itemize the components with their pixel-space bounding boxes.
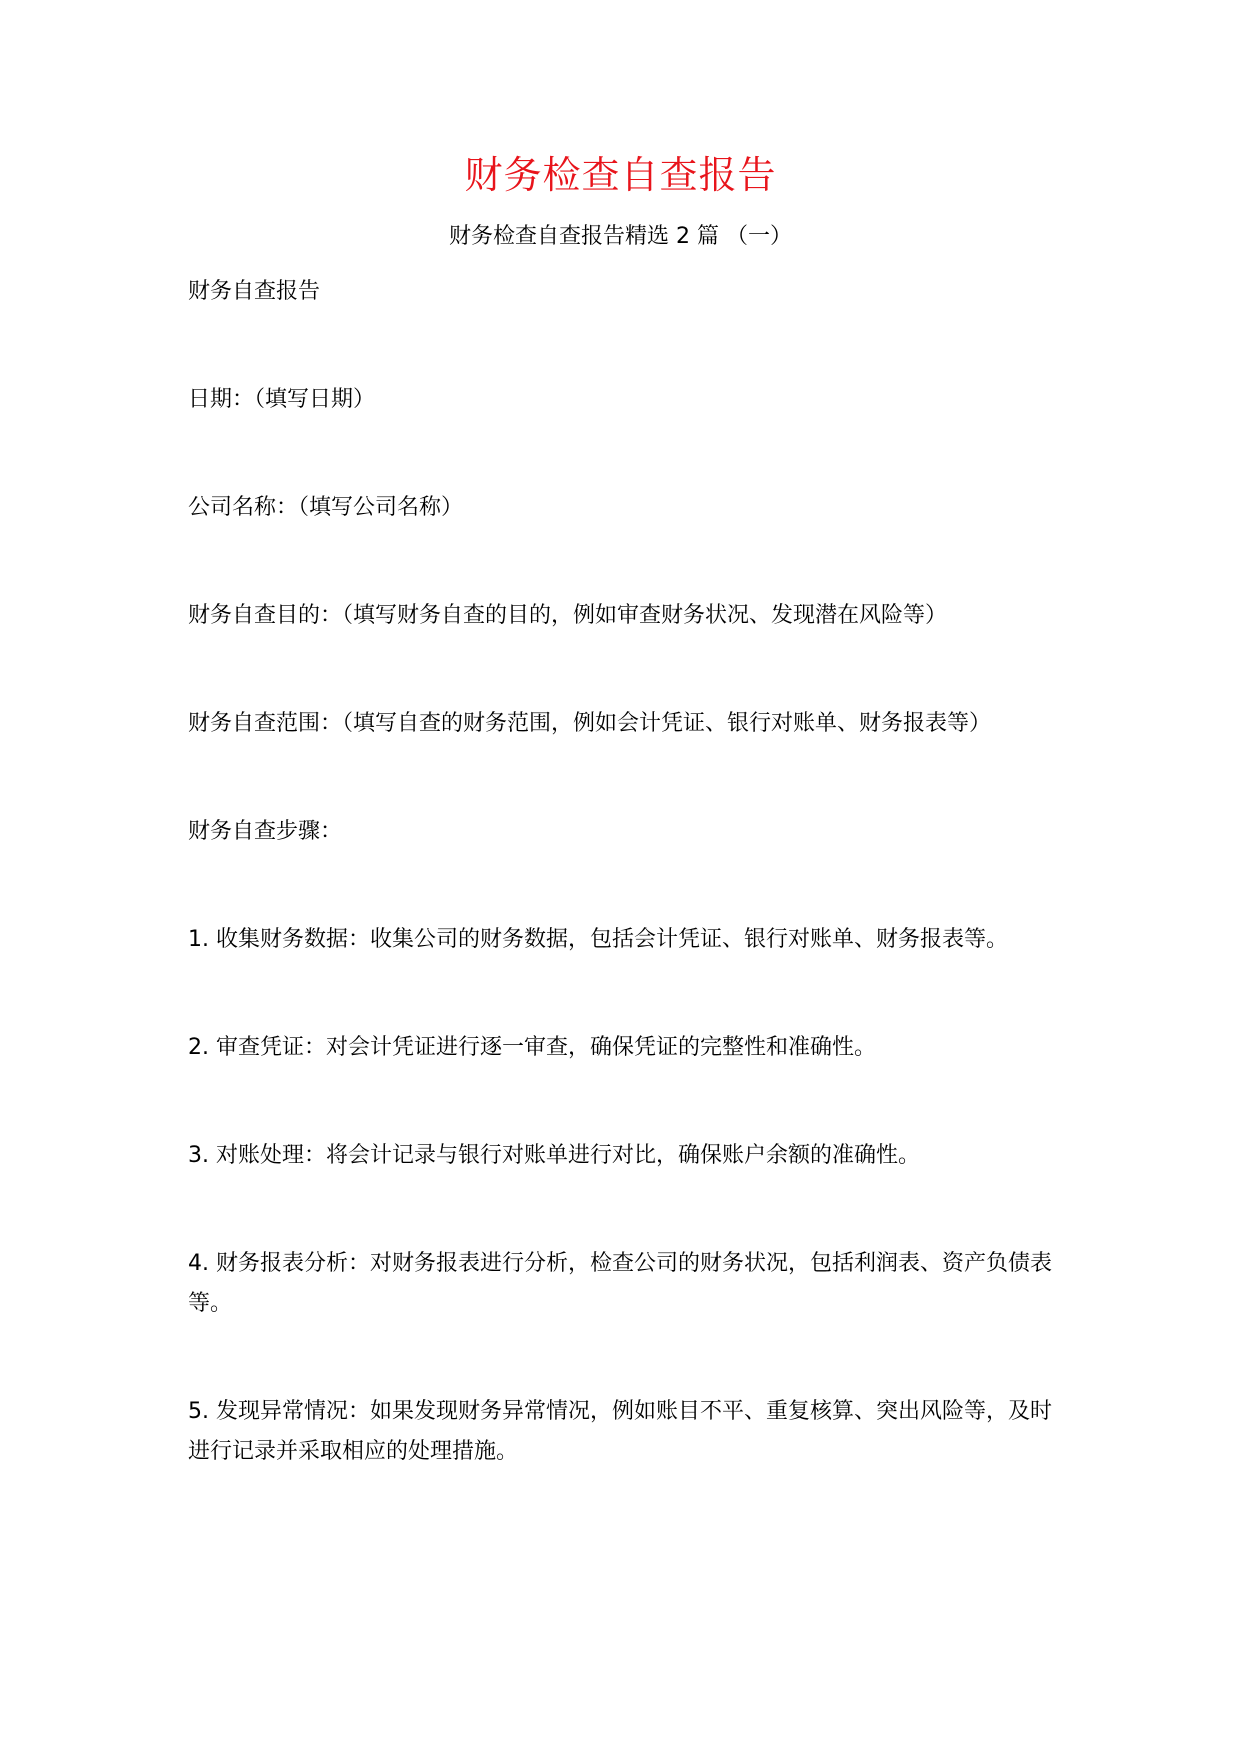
paragraph-steps-heading: 财务自查步骤： <box>188 819 343 844</box>
paragraph-step-2: 2. 审查凭证：对会计凭证进行逐一审查，确保凭证的完整性和准确性。 <box>188 1035 876 1060</box>
paragraph-report-heading: 财务自查报告 <box>188 279 321 304</box>
document-subtitle: 财务检查自查报告精选 2 篇 （一） <box>449 224 792 249</box>
paragraph-purpose: 财务自查目的：（填写财务自查的目的，例如审查财务状况、发现潜在风险等） <box>188 603 948 628</box>
paragraph-step-3: 3. 对账处理：将会计记录与银行对账单进行对比，确保账户余额的准确性。 <box>188 1143 920 1168</box>
paragraph-scope: 财务自查范围：（填写自查的财务范围，例如会计凭证、银行对账单、财务报表等） <box>188 711 992 736</box>
document-title: 财务检查自查报告 <box>464 153 777 197</box>
paragraph-company-name: 公司名称：（填写公司名称） <box>188 495 464 520</box>
paragraph-step-5: 5. 发现异常情况：如果发现财务异常情况，例如账目不平、重复核算、突出风险等，及时进行记录并采取相应的处理措施。 <box>188 1399 1052 1464</box>
paragraph-step-1: 1. 收集财务数据：收集公司的财务数据，包括会计凭证、银行对账单、财务报表等。 <box>188 927 1008 952</box>
paragraph-date: 日期：（填写日期） <box>188 387 376 412</box>
paragraph-step-4: 4. 财务报表分析：对财务报表进行分析，检查公司的财务状况，包括利润表、资产负债表等。 <box>188 1251 1052 1316</box>
